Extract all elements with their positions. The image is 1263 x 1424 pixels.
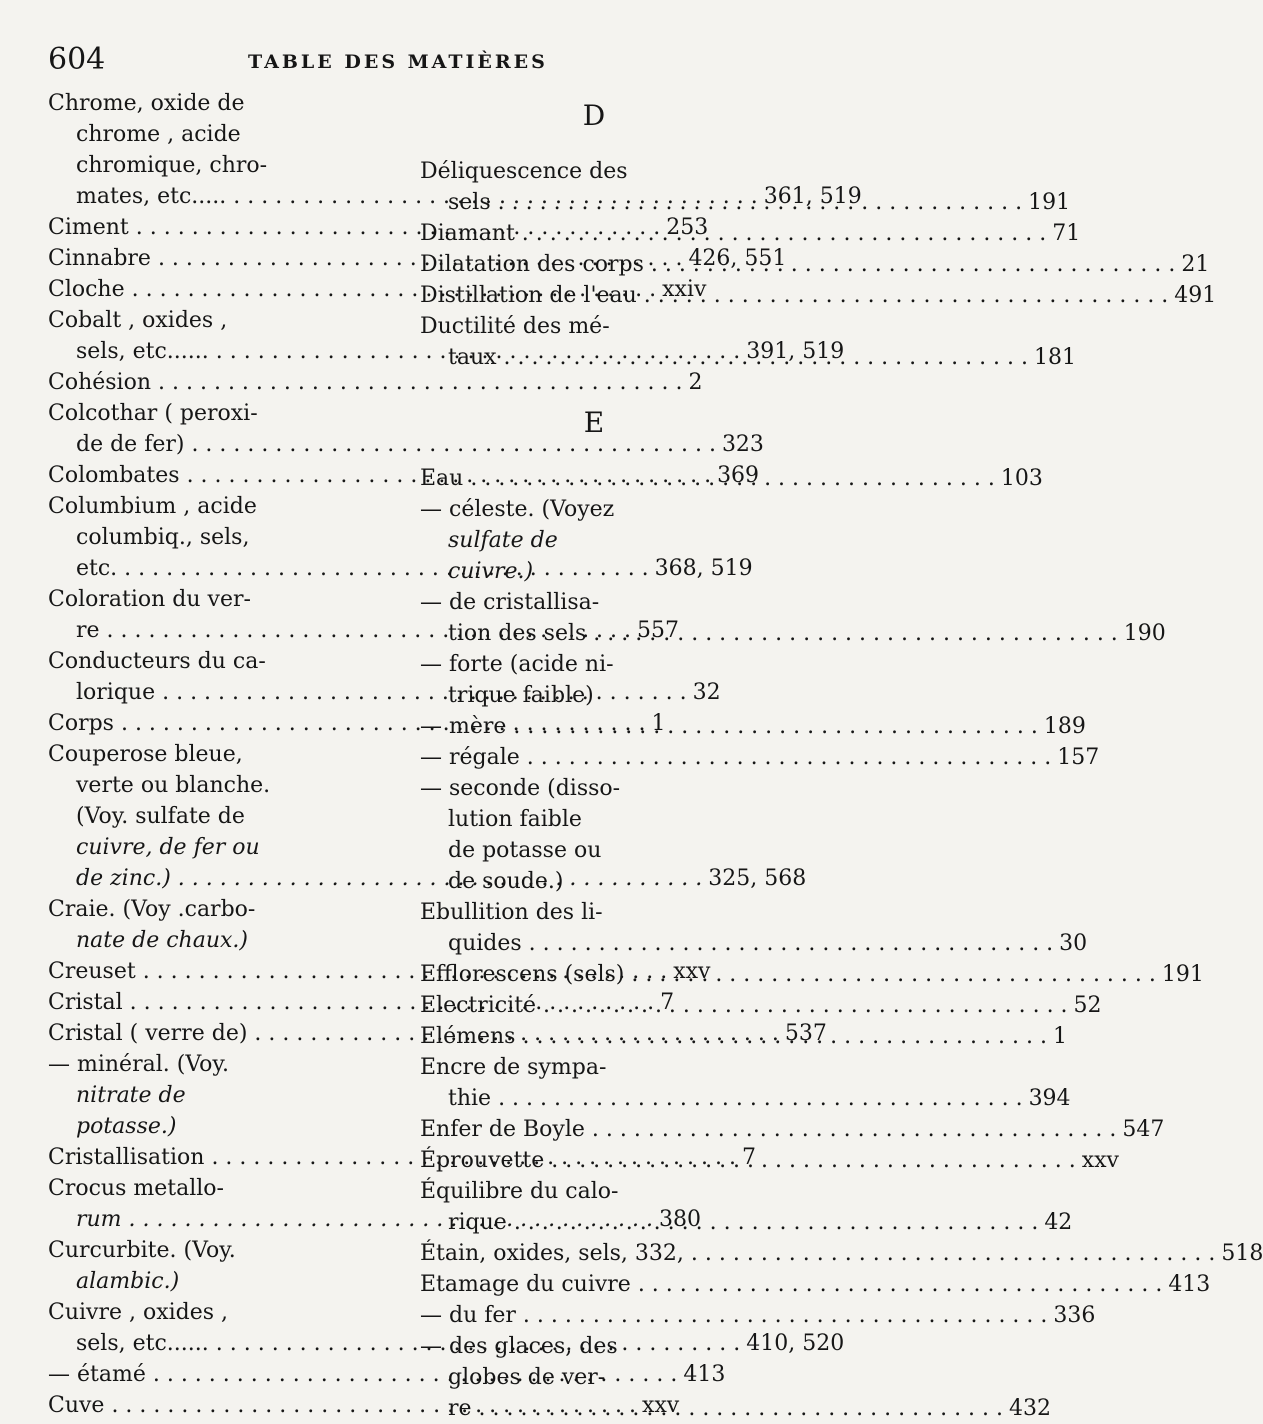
entry-page-ref: 547: [1122, 1117, 1165, 1142]
entry-page-ref: 52: [1073, 993, 1102, 1018]
section-letter-d: D: [582, 99, 606, 132]
entry-page-ref: 1: [1052, 1024, 1067, 1049]
entry-term: chromique, chro-: [76, 153, 268, 178]
entry-term: Cristal ( verre de) . . .: [48, 1021, 779, 1046]
entry-term: Cristal . . .: [48, 990, 654, 1015]
entry-term: de de fer) . . .: [76, 432, 716, 457]
index-entry: [420, 1176, 1073, 1238]
entry-term: — de cristallisa-: [420, 590, 600, 615]
entry-term: Electricité . . .: [420, 993, 1068, 1018]
index-entry: [420, 463, 1043, 494]
entry-page-ref: 181: [1034, 345, 1077, 370]
entry-term: — régale . . .: [420, 745, 1051, 770]
entry-term: — minéral. (Voy.: [48, 1052, 229, 1077]
index-entry: [48, 398, 764, 460]
entry-term: cuivre, de fer ou: [76, 835, 260, 860]
index-entry: [420, 587, 1166, 649]
entry-page-ref: 42: [1044, 1210, 1073, 1235]
entry-term: chrome , acide: [76, 122, 241, 147]
entry-page-ref: 394: [1028, 1086, 1071, 1111]
entry-term: Dilatation des corps . . .: [420, 252, 1175, 277]
entry-term: sels, etc...... . . .: [76, 1331, 740, 1356]
index-entry: [420, 990, 1102, 1021]
entry-page-ref: 103: [1000, 466, 1043, 491]
entry-term: — du fer . . .: [420, 1303, 1047, 1328]
entry-page-ref: 71: [1052, 221, 1081, 246]
entry-term: columbiq., sels,: [76, 525, 250, 550]
entry-term: mates, etc..... . . .: [76, 184, 758, 209]
entry-page-ref: 413: [683, 1362, 726, 1387]
entry-term: — mère . . .: [420, 714, 1038, 739]
entry-page-ref: 7: [741, 1145, 756, 1170]
entry-term: etc. . . .: [76, 556, 649, 581]
entry-term: Équilibre du calo-: [420, 1179, 619, 1204]
entry-term: lution faible: [448, 807, 582, 832]
entry-term: Columbium , acide: [48, 494, 257, 519]
entry-page-ref: 190: [1123, 621, 1166, 646]
entry-term: Ciment . . .: [48, 215, 660, 240]
entry-term: — forte (acide ni-: [420, 652, 614, 677]
entry-term: Cristallisation . . .: [48, 1145, 736, 1170]
index-entry: [420, 494, 768, 587]
entry-term: Craie. (Voy .carbo-: [48, 897, 256, 922]
index-entry: [420, 1052, 1071, 1114]
entry-page-ref: 325, 568: [708, 866, 807, 891]
entry-term: de soude.): [448, 869, 564, 894]
entry-term: tion des sels . . .: [448, 621, 1118, 646]
entry-page-ref: 537: [784, 1021, 827, 1046]
index-entry: [420, 249, 1210, 280]
entry-page-ref: 413: [1168, 1272, 1211, 1297]
entry-page-ref: 391, 519: [746, 339, 845, 364]
entry-page-ref: 557: [637, 618, 680, 643]
entry-term: Déliquescence des: [420, 159, 628, 184]
entry-page-ref: 191: [1028, 190, 1071, 215]
index-entry: [420, 1238, 1263, 1269]
entry-term: Ebullition des li-: [420, 900, 603, 925]
entry-term: sels . . .: [448, 190, 1022, 215]
entry-page-ref: 368, 519: [654, 556, 753, 581]
entry-term: Conducteurs du ca-: [48, 649, 266, 674]
entry-page-ref: 7: [660, 990, 675, 1015]
entry-page-ref: 2: [688, 370, 703, 395]
entry-term: Éprouvette . . .: [420, 1148, 1076, 1173]
index-entry: [420, 218, 1081, 249]
entry-term: Crocus metallo-: [48, 1176, 224, 1201]
entry-term: Diamant . . .: [420, 221, 1046, 246]
entry-term: Couperose bleue,: [48, 742, 243, 767]
entry-term: Enfer de Boyle . . .: [420, 1117, 1116, 1142]
entry-page-ref: 426, 551: [688, 246, 787, 271]
index-entry: [420, 773, 768, 897]
section-letter-e: E: [583, 406, 605, 439]
index-entry: [420, 649, 768, 711]
index-entry: [420, 1300, 1096, 1331]
index-entry: [420, 1145, 1119, 1176]
entry-page-ref: 369: [717, 463, 760, 488]
entry-term: potasse.): [76, 1114, 177, 1139]
entry-page-ref: 1: [651, 711, 666, 736]
entry-page-ref: 157: [1057, 745, 1100, 770]
entry-page-ref: 32: [692, 680, 721, 705]
entry-term: — étamé . . .: [48, 1362, 677, 1387]
entry-term: Cinnabre . . .: [48, 246, 682, 271]
entry-term: re . . .: [76, 618, 631, 643]
entry-term: Colombates . . .: [48, 463, 711, 488]
entry-term: Efflorescens (sels) . . .: [420, 962, 1156, 987]
entry-term: cuivre.): [448, 559, 534, 584]
index-entry: [48, 1235, 398, 1297]
index-entry: [48, 367, 703, 398]
entry-page-ref: 189: [1043, 714, 1086, 739]
entry-page-ref: 518: [1221, 1241, 1263, 1266]
entry-term: quides . . .: [448, 931, 1053, 956]
entry-term: Ductilité des mé-: [420, 314, 610, 339]
index-entry: [420, 742, 1100, 773]
entry-page-ref: xxv: [673, 959, 711, 984]
entry-term: nitrate de: [76, 1083, 186, 1108]
page-number: 604: [48, 42, 106, 77]
entry-page-ref: 336: [1053, 1303, 1096, 1328]
entry-term: sels, etc...... . . .: [76, 339, 740, 364]
entry-term: Corps . . .: [48, 711, 645, 736]
index-entry: [420, 897, 1088, 959]
entry-term: alambic.): [76, 1269, 180, 1294]
entry-term: Etamage du cuivre . . .: [420, 1272, 1162, 1297]
entry-page-ref: xxiv: [662, 277, 707, 302]
entry-term: nate de chaux.): [76, 928, 248, 953]
entry-term: globes de ver-: [448, 1365, 606, 1390]
entry-term: re . . .: [448, 1396, 1003, 1421]
entry-term: Creuset . . .: [48, 959, 667, 984]
entry-page-ref: 21: [1181, 252, 1210, 277]
entry-page-ref: 323: [721, 432, 764, 457]
index-entry: [48, 894, 398, 956]
entry-page-ref: 491: [1174, 283, 1217, 308]
entry-term: rum . . .: [76, 1207, 653, 1232]
page-header: [48, 42, 770, 82]
entry-term: Elémens . . .: [420, 1024, 1047, 1049]
entry-term: verte ou blanche.: [76, 773, 271, 798]
entry-term: trique faible): [448, 683, 594, 708]
entry-page-ref: 432: [1009, 1396, 1052, 1421]
index-entry: [420, 1269, 1211, 1300]
entry-term: Eau . . .: [420, 466, 995, 491]
entry-term: — céleste. (Voyez: [420, 497, 615, 522]
entry-term: rique . . .: [448, 1210, 1038, 1235]
entry-term: — des glaces, des: [420, 1334, 618, 1359]
entry-term: Cuivre , oxides ,: [48, 1300, 229, 1325]
entry-page-ref: 253: [666, 215, 709, 240]
entry-page-ref: xxv: [641, 1393, 680, 1418]
entry-term: sulfate de: [448, 528, 558, 553]
entry-page-ref: 361, 519: [763, 184, 862, 209]
entry-page-ref: xxv: [1081, 1148, 1119, 1173]
entry-term: Cloche . . .: [48, 277, 656, 302]
entry-term: Distillation de l'eau . . .: [420, 283, 1168, 308]
index-entry: [420, 711, 1086, 742]
entry-term: — seconde (disso-: [420, 776, 621, 801]
entry-term: Colcothar ( peroxi-: [48, 401, 258, 426]
running-title: TABLE DES MATIÈRES: [248, 51, 548, 73]
entry-term: de potasse ou: [448, 838, 602, 863]
entry-page-ref: 30: [1059, 931, 1088, 956]
entry-term: Cohésion . . .: [48, 370, 683, 395]
entry-term: de zinc.) . . .: [76, 866, 702, 891]
index-entry: [420, 959, 1204, 990]
index-entry: [48, 1049, 398, 1142]
entry-term: Cobalt , oxides ,: [48, 308, 228, 333]
entry-term: thie . . .: [448, 1086, 1023, 1111]
entry-page-ref: 410, 520: [746, 1331, 845, 1356]
entry-term: (Voy. sulfate de: [76, 804, 245, 829]
entry-term: Encre de sympa-: [420, 1055, 607, 1080]
index-entry: [420, 280, 1217, 311]
index-entry: [420, 1114, 1165, 1145]
entry-term: Coloration du ver-: [48, 587, 251, 612]
entry-term: lorique . . .: [76, 680, 687, 705]
entry-term: Curcurbite. (Voy.: [48, 1238, 236, 1263]
entry-term: Étain, oxides, sels, 332, . . .: [420, 1241, 1215, 1266]
entry-term: taux . . .: [448, 345, 1028, 370]
entry-page-ref: 380: [659, 1207, 702, 1232]
entry-term: Chrome, oxide de: [48, 91, 245, 116]
entry-term: Cuve . . .: [48, 1393, 636, 1418]
entry-page-ref: 191: [1161, 962, 1204, 987]
